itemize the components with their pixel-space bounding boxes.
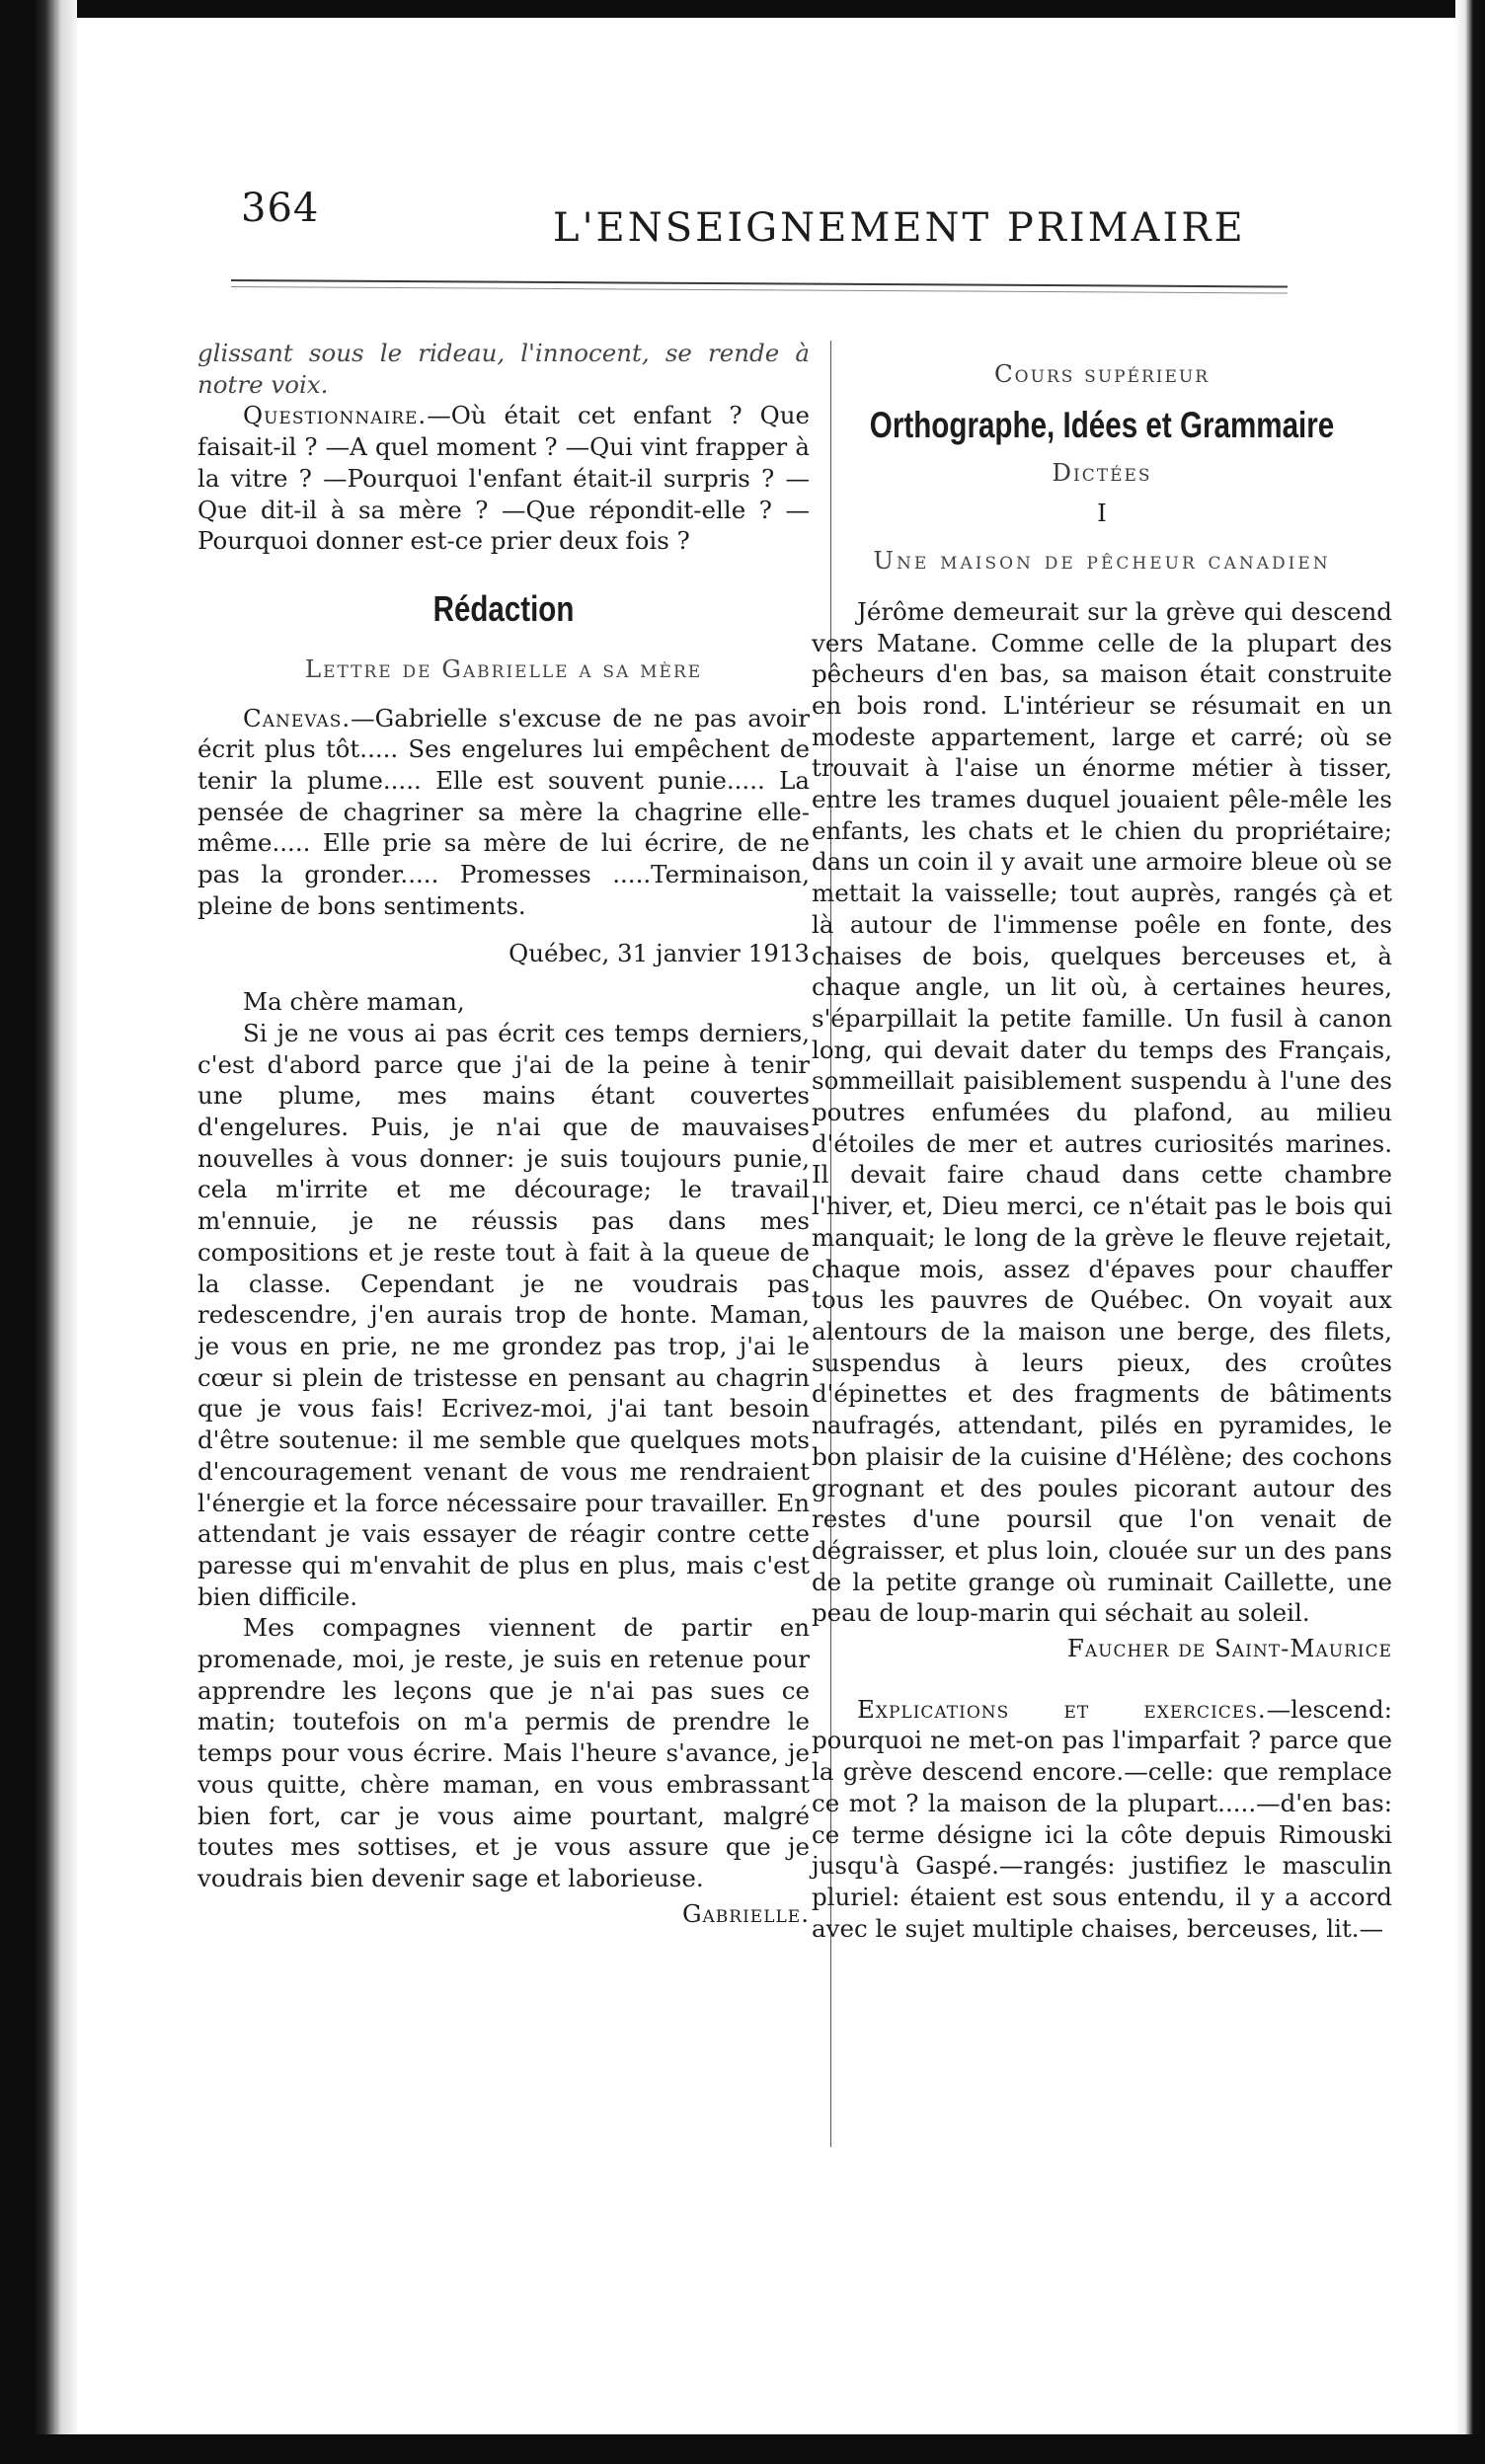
canevas-paragraph (197, 703, 810, 922)
page-number: 364 (241, 186, 320, 231)
section-heading: Orthographe, Idées et Grammaire (869, 404, 1335, 445)
left-column (197, 338, 810, 1929)
course-label: Cours supérieur (993, 359, 1211, 388)
explications-paragraph (812, 1694, 1392, 1945)
letter-paragraph-1: Si je ne vous ai pas écrit ces temps derniers, c'est d'abord parce que j'ai de la peine à tenir une plume, mes mains étant couvertes d'engelures. Puis, je n'ai que de mauvaises nouvelles à vous donner: je suis toujours punie, cela m'irrite et me décourage; le travail m'ennuie, je ne réussis pas dans mes compositions et je reste tout à fait à la queue de la classe. Cependant je ne voudrais pas redescendre, j'en aurais trop de honte. Maman, je vous en prie, ne me grondez pas trop, j'ai le cœur si plein de tristesse en pensant au chagrin que je vous fais! Ecrivez-moi, j'ai tant besoin d'être soutenue: il me semble que quelques mots d'encouragement venant de vous me rendraient l'énergie et la force nécessaire pour travailler. En attendant je vais essayer de réagir contre cette paresse qui m'envahit de plus en plus, mais c'est bien difficile. (197, 1018, 810, 1611)
explications-label: Explications et exercices. (857, 1694, 1267, 1724)
dictee-number: I (1097, 499, 1107, 528)
dictee-text: Jérôme demeurait sur la grève qui descend vers Matane. Comme celle de la plupart des pêcheurs d'en bas, sa maison était construite en bois rond. L'intérieur se résumait en un modeste appartement, large et carré; où se trouvait à l'aise un énorme métier à tisser, entre les trames duquel jouaient pêle-mêle les enfants, les chats et le chien du propriétaire; dans un coin il y avait une armoire bleue où se mettait la vaisselle; tout auprès, rangés çà et là autour de l'immense poêle en fonte, des chaises de bois, quelques berceuses et, à chaque angle, un lit où, à certaines heures, s'éparpillait la petite famille. Un fusil à canon long, qui devait dater du temps des Français, sommeillait paisiblement suspendu à l'une des poutres enfumées du plafond, au milieu d'étoiles de mer et autres curiosités marines. Il devait faire chaud dans cette chambre l'hiver, et, Dieu merci, ce n'était pas le bois qui manquait; le long de la grève le fleuve rejetait, chaque mois, assez d'épaves pour chauffer tous les pauvres de Québec. On voyait aux alentours de la maison une berge, des filets, suspendus à leurs pieux, des croûtes d'épinettes et des fragments de bâtiments naufragés, attendant, pilés en pyramides, le bon plaisir de la cuisine d'Hélène; des cochons grognant et des poules picorant autour des restes d'une poursil que l'on venait de dégraisser, et plus loin, clouée sur un des pans de la petite grange où ruminait Caillette, une peau de loup-marin qui séchait au soleil. (812, 596, 1392, 1628)
dictee-title: Une maison de pêcheur canadien (873, 546, 1331, 576)
letter-signature: Gabrielle. (681, 1898, 810, 1928)
header-rule-secondary (231, 286, 1288, 294)
canevas-text: —Gabrielle s'excuse de ne pas avoir écrit plus tôt..... Ses engelures lui empêchent de tenir la plume..... Elle est souvent punie..... La pensée de chagriner sa mère la chagrine elle-même..... Elle prie sa mère de lui écrire, de ne pas la gronder..... Promesses .....Terminaison, pleine de bons sentiments. (197, 703, 810, 920)
intro-line: glissant sous le rideau, l'innocent, se rende à notre voix. (197, 339, 810, 399)
letter-salutation: Ma chère maman, (243, 987, 465, 1017)
letter-paragraph-2: Mes compagnes viennent de partir en promenade, moi, je reste, je suis en retenue pour apprendre les leçons que je n'ai pas sues ce matin; toutefois on m'a permis de prendre le temps pour vous écrire. Mais l'heure s'avance, je vous quitte, chère maman, en vous embrassant bien fort, car je vous aime pourtant, malgré toutes mes sottises, et je vous assure que je voudrais bien devenir sage et laborieuse. (197, 1613, 810, 1892)
questionnaire-paragraph (197, 400, 810, 557)
questionnaire-text: —Où était cet enfant ? Que faisait-il ? —A quel moment ? —Qui vint frapper à la vitre ? —Pourquoi l'enfant était-il surpris ? —Que dit-il à sa mère ? —Que répondit-elle ? —Pourquoi donner est-ce prier deux fois ? (197, 401, 810, 556)
questionnaire-label: Questionnaire. (243, 401, 428, 430)
canevas-label: Canevas. (243, 703, 352, 732)
letter-title: Lettre de Gabrielle a sa mère (304, 654, 703, 683)
dictees-label: Dictées (1052, 457, 1152, 487)
redaction-heading: Rédaction (432, 587, 575, 629)
right-column (812, 350, 1392, 1944)
running-title: L'ENSEIGNEMENT PRIMAIRE (553, 205, 1246, 251)
letter-dateline: Québec, 31 janvier 1913 (508, 938, 810, 967)
dictee-author: Faucher de Saint-Maurice (1066, 1634, 1392, 1663)
explications-text: —lescend: pourquoi ne met-on pas l'imparfait ? parce que la grève descend encore.—celle: que remplace ce mot ? la maison de la plupart.....—d'en bas: ce terme désigne ici la côte depuis Rimouski jusqu'à Gaspé.—rangés: justifiez le masculin pluriel: étaient est sous entendu, il y a accord avec le sujet multiple chaises, berceuses, lit.— (812, 1694, 1392, 1943)
